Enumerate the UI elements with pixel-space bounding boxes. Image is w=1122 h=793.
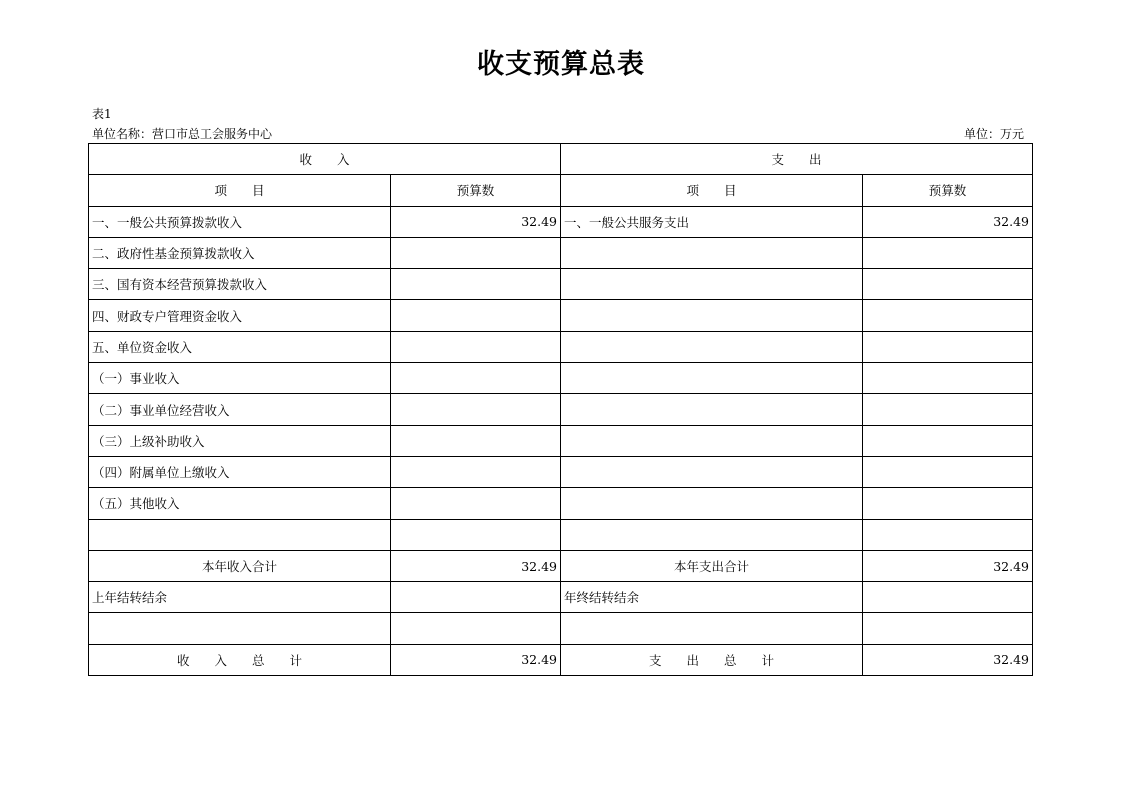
budget-table bbox=[88, 143, 1033, 676]
table-row bbox=[89, 488, 1033, 519]
table-row bbox=[89, 300, 1033, 331]
income-amount-cell bbox=[391, 237, 561, 268]
income-amount-cell bbox=[391, 363, 561, 394]
table-row bbox=[89, 519, 1033, 550]
currency-unit: 单位：万元 bbox=[964, 127, 1025, 141]
expense-item-cell bbox=[561, 456, 863, 487]
income-item-cell: 一、一般公共预算拨款收入 bbox=[89, 206, 391, 237]
empty-cell bbox=[391, 613, 561, 644]
grand-total-row bbox=[89, 644, 1033, 675]
expense-amount-cell bbox=[863, 237, 1033, 268]
income-grand-total-label: 收 入 总 计 bbox=[89, 644, 391, 675]
expense-item-cell bbox=[561, 300, 863, 331]
expense-item-cell bbox=[561, 519, 863, 550]
unit-name: 单位名称：营口市总工会服务中心 bbox=[92, 127, 273, 141]
table-row bbox=[89, 425, 1033, 456]
expense-item-cell bbox=[561, 331, 863, 362]
year-expense-total-amount: 32.49 bbox=[863, 550, 1033, 581]
income-amount-cell bbox=[391, 300, 561, 331]
expense-item-header: 项 目 bbox=[561, 175, 863, 206]
expense-item-cell bbox=[561, 363, 863, 394]
expense-item-cell bbox=[561, 488, 863, 519]
table-row bbox=[89, 456, 1033, 487]
expense-amount-cell: 32.49 bbox=[863, 206, 1033, 237]
income-item-cell: （二）事业单位经营收入 bbox=[89, 394, 391, 425]
page-title: 收支预算总表 bbox=[477, 49, 645, 80]
expense-budget-header: 预算数 bbox=[863, 175, 1033, 206]
income-item-cell: 五、单位资金收入 bbox=[89, 331, 391, 362]
income-item-cell: （三）上级补助收入 bbox=[89, 425, 391, 456]
year-end-carryover-label: 年终结转结余 bbox=[561, 582, 863, 613]
expense-item-cell bbox=[561, 425, 863, 456]
expense-amount-cell bbox=[863, 269, 1033, 300]
expense-item-cell: 一、一般公共服务支出 bbox=[561, 206, 863, 237]
income-item-cell: 二、政府性基金预算拨款收入 bbox=[89, 237, 391, 268]
expense-item-cell bbox=[561, 237, 863, 268]
table-row bbox=[89, 613, 1033, 644]
carryover-row bbox=[89, 582, 1033, 613]
expense-amount-cell bbox=[863, 300, 1033, 331]
income-item-cell: （五）其他收入 bbox=[89, 488, 391, 519]
expense-amount-cell bbox=[863, 425, 1033, 456]
section-header-row bbox=[89, 144, 1033, 175]
table-row bbox=[89, 394, 1033, 425]
income-amount-cell bbox=[391, 519, 561, 550]
expense-item-cell bbox=[561, 269, 863, 300]
expense-amount-cell bbox=[863, 331, 1033, 362]
year-end-carryover-amount bbox=[863, 582, 1033, 613]
expense-amount-cell bbox=[863, 519, 1033, 550]
expense-grand-total-label: 支 出 总 计 bbox=[561, 644, 863, 675]
prior-year-carryover-label: 上年结转结余 bbox=[89, 582, 391, 613]
income-amount-cell bbox=[391, 425, 561, 456]
table-row bbox=[89, 206, 1033, 237]
income-amount-cell bbox=[391, 331, 561, 362]
year-income-total-amount: 32.49 bbox=[391, 550, 561, 581]
income-item-cell bbox=[89, 519, 391, 550]
income-amount-cell bbox=[391, 269, 561, 300]
empty-cell bbox=[89, 613, 391, 644]
income-budget-header: 预算数 bbox=[391, 175, 561, 206]
table-row bbox=[89, 331, 1033, 362]
expense-amount-cell bbox=[863, 363, 1033, 394]
table-number: 表1 bbox=[92, 107, 112, 121]
income-amount-cell bbox=[391, 394, 561, 425]
income-item-cell: 三、国有资本经营预算拨款收入 bbox=[89, 269, 391, 300]
prior-year-carryover-amount bbox=[391, 582, 561, 613]
empty-cell bbox=[863, 613, 1033, 644]
income-item-cell: 四、财政专户管理资金收入 bbox=[89, 300, 391, 331]
expense-amount-cell bbox=[863, 394, 1033, 425]
expense-amount-cell bbox=[863, 488, 1033, 519]
expense-grand-total-amount: 32.49 bbox=[863, 644, 1033, 675]
income-item-cell: （四）附属单位上缴收入 bbox=[89, 456, 391, 487]
expense-section-header: 支 出 bbox=[561, 144, 1033, 175]
income-section-header: 收 入 bbox=[89, 144, 561, 175]
year-income-total-label: 本年收入合计 bbox=[89, 550, 391, 581]
column-header-row bbox=[89, 175, 1033, 206]
table-row bbox=[89, 237, 1033, 268]
expense-amount-cell bbox=[863, 456, 1033, 487]
table-row bbox=[89, 269, 1033, 300]
income-item-cell: （一）事业收入 bbox=[89, 363, 391, 394]
income-amount-cell bbox=[391, 456, 561, 487]
expense-item-cell bbox=[561, 394, 863, 425]
year-total-row bbox=[89, 550, 1033, 581]
income-amount-cell bbox=[391, 488, 561, 519]
income-grand-total-amount: 32.49 bbox=[391, 644, 561, 675]
table-row bbox=[89, 363, 1033, 394]
income-amount-cell: 32.49 bbox=[391, 206, 561, 237]
year-expense-total-label: 本年支出合计 bbox=[561, 550, 863, 581]
empty-cell bbox=[561, 613, 863, 644]
income-item-header: 项 目 bbox=[89, 175, 391, 206]
